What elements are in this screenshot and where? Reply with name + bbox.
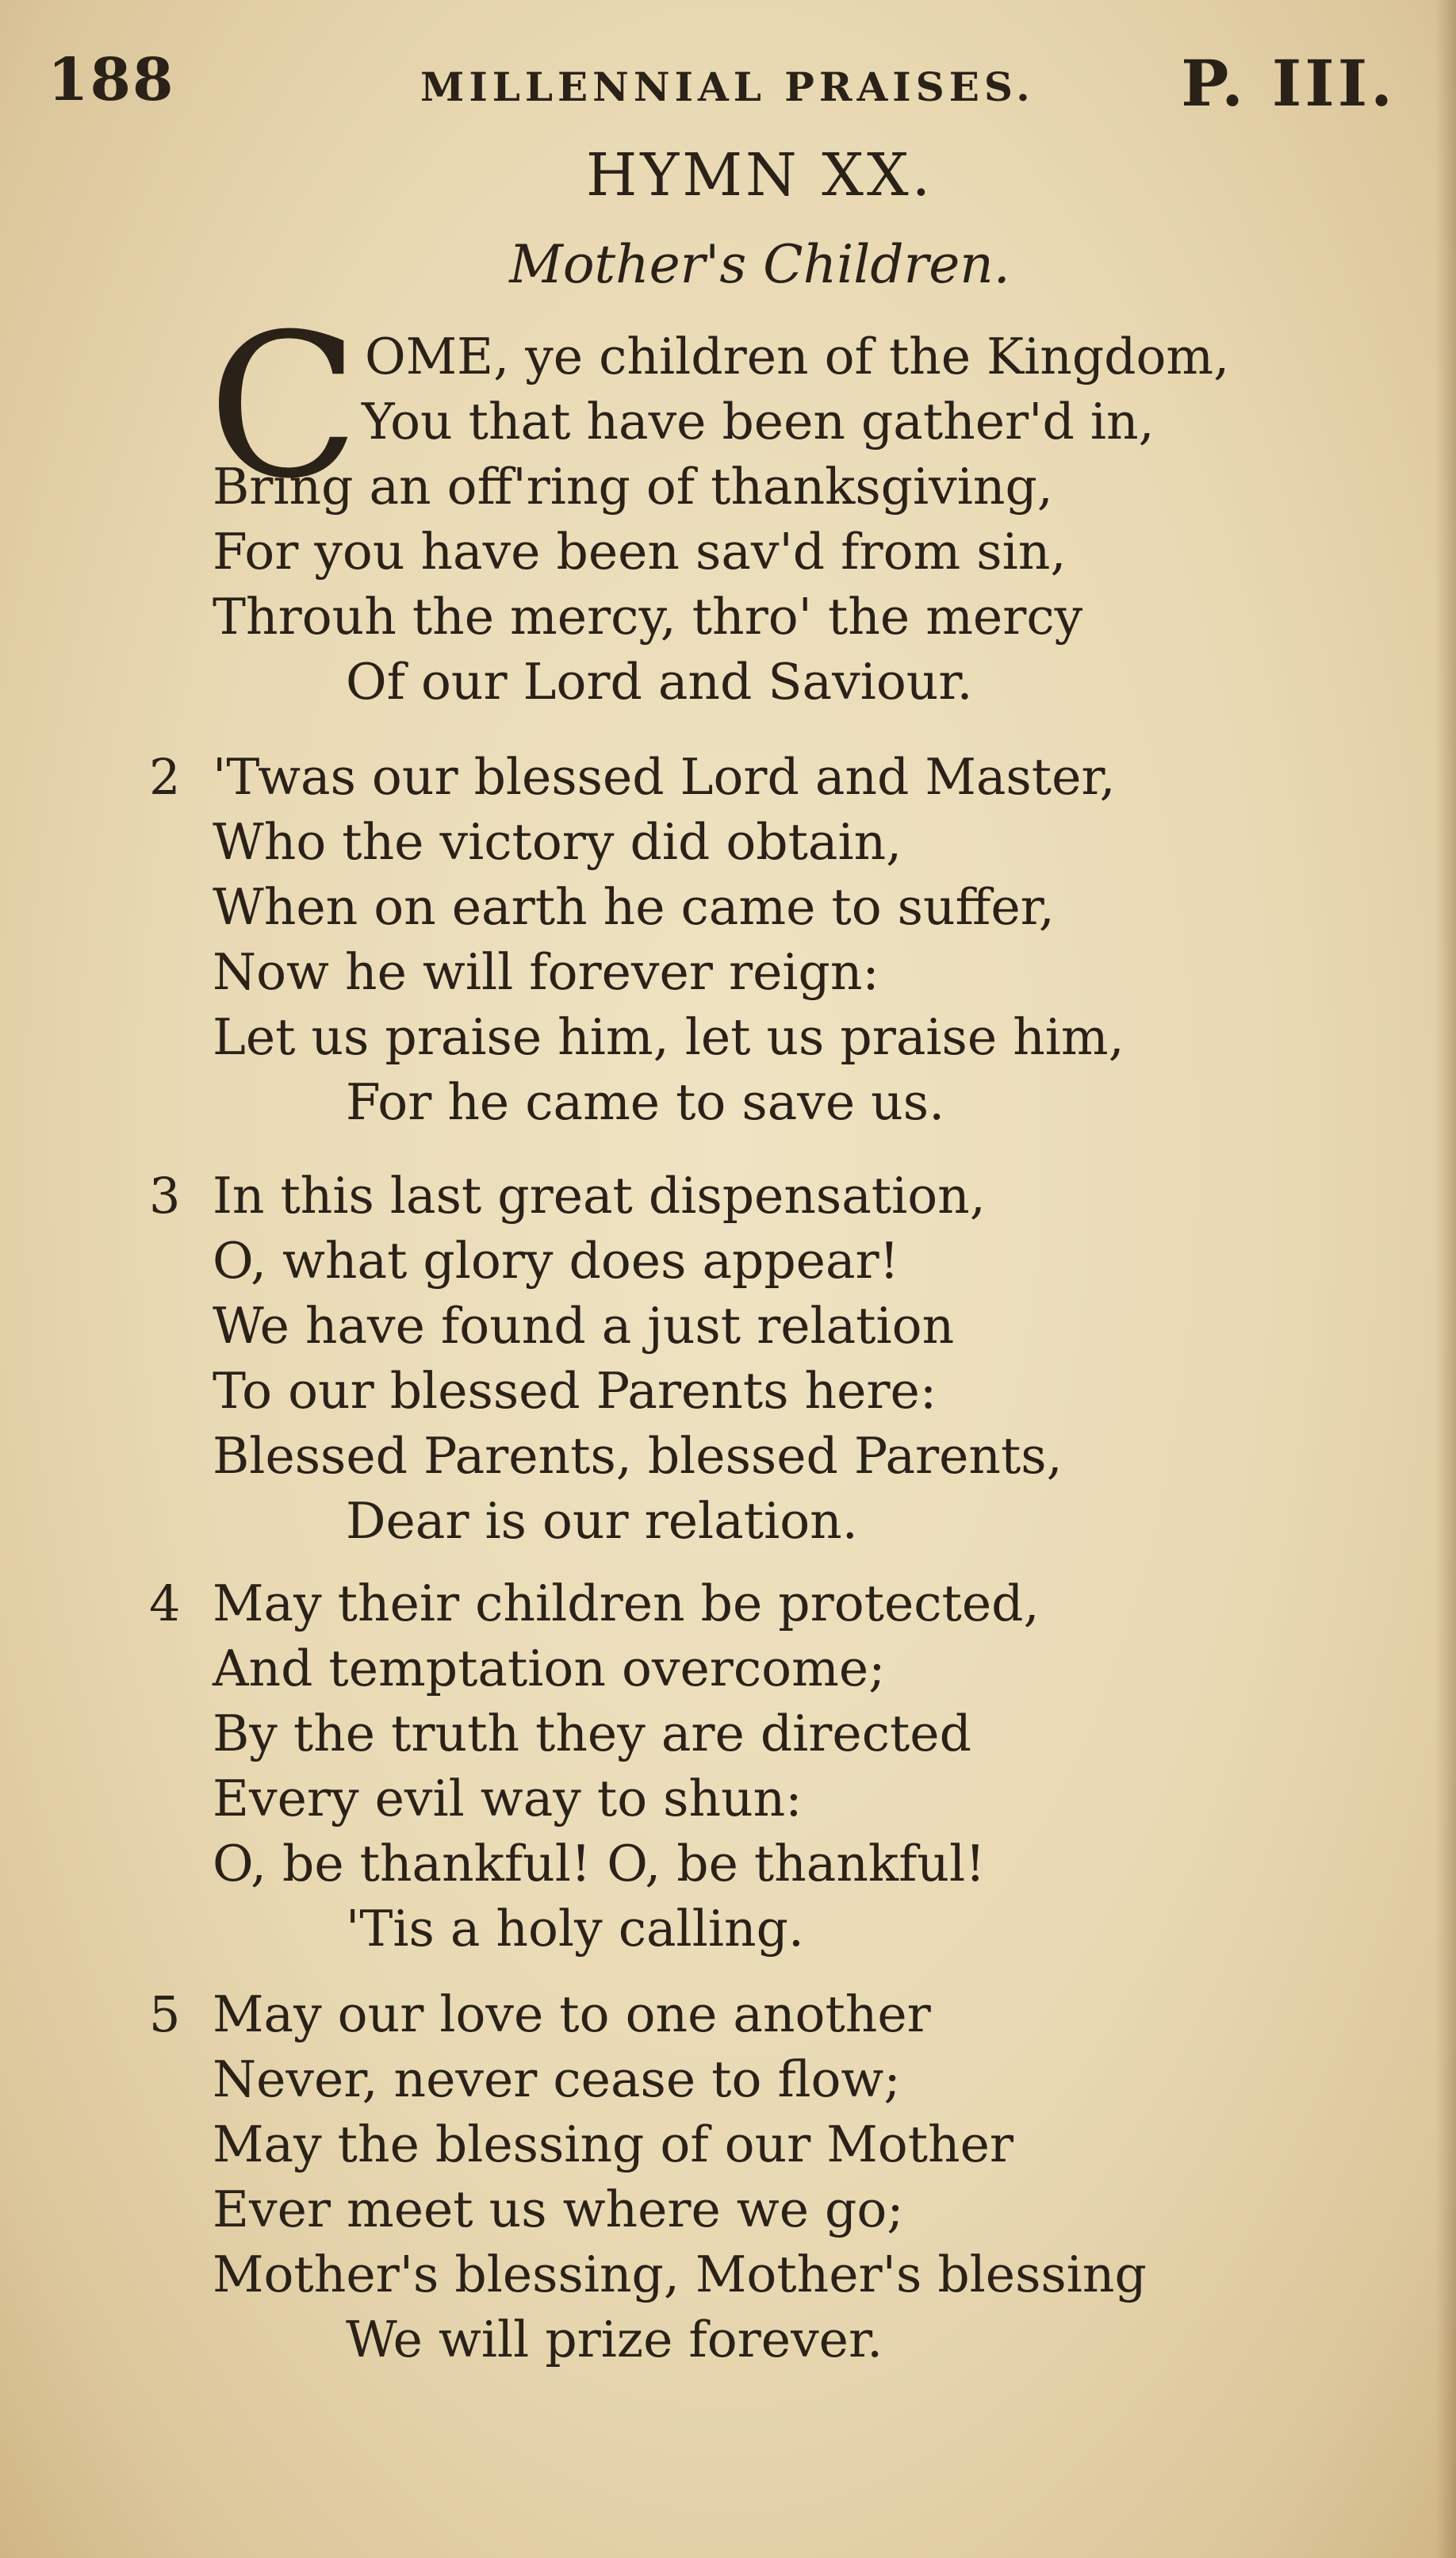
verse-line: Let us praise him, let us praise him, — [213, 1008, 1125, 1066]
stanza-number: 5 — [149, 1985, 181, 2043]
verse-line: Never, never cease to flow; — [213, 2050, 901, 2108]
verse-line: Dear is our relation. — [346, 1492, 858, 1550]
verse-line: We have found a just relation — [213, 1297, 955, 1355]
verse-line: Of our Lord and Saviour. — [346, 653, 973, 711]
stanza-number: 3 — [149, 1167, 181, 1225]
verse-line: Blessed Parents, blessed Parents, — [213, 1427, 1063, 1485]
hymn-number: HYMN XX. — [585, 141, 934, 209]
verse-line: When on earth he came to suffer, — [213, 878, 1055, 936]
verse-line: Mother's blessing, Mother's blessing — [213, 2245, 1147, 2303]
verse-line: To our blessed Parents here: — [213, 1362, 937, 1420]
verse-line: O, what glory does appear! — [213, 1232, 899, 1290]
verse-line: We will prize forever. — [346, 2311, 883, 2368]
verse-line: Throuh the mercy, thro' the mercy — [213, 588, 1083, 646]
verse-line: O, be thankful! O, be thankful! — [213, 1835, 986, 1893]
verse-line: May the blessing of our Mother — [213, 2115, 1014, 2173]
verse-line: For he came to save us. — [346, 1073, 945, 1131]
page-number: 188 — [48, 46, 175, 114]
book-title: MILLENNIAL PRAISES. — [420, 63, 1035, 110]
stanza-number: 4 — [149, 1574, 181, 1632]
verse-line: May their children be protected, — [213, 1574, 1040, 1632]
verse-line: Now he will forever reign: — [213, 943, 879, 1001]
verse-line: By the truth they are directed — [213, 1705, 971, 1762]
verse-line: Bring an off'ring of thanksgiving, — [213, 458, 1053, 516]
stanza-number: 2 — [149, 748, 181, 806]
verse-line: 'Twas our blessed Lord and Master, — [213, 748, 1116, 806]
verse-line: Ever meet us where we go; — [213, 2180, 904, 2238]
verse-line: 'Tis a holy calling. — [346, 1900, 804, 1958]
verse-line: OME, ye children of the Kingdom, — [365, 328, 1230, 385]
verse-line: And temptation overcome; — [213, 1639, 886, 1697]
verse-line: May our love to one another — [213, 1985, 931, 2043]
verse-line: You that have been gather'd in, — [362, 393, 1155, 451]
verse-line: Every evil way to shun: — [213, 1770, 803, 1827]
drop-cap: C — [208, 291, 360, 522]
verse-line: For you have been sav'd from sin, — [213, 523, 1067, 581]
part-label: P. III. — [1181, 46, 1396, 121]
verse-line: In this last great dispensation, — [213, 1167, 986, 1225]
running-head — [48, 38, 1396, 125]
page-edge-shadow — [1435, 0, 1456, 2558]
verse-line: Who the victory did obtain, — [213, 813, 902, 871]
hymn-title: Mother's Children. — [509, 234, 1010, 295]
